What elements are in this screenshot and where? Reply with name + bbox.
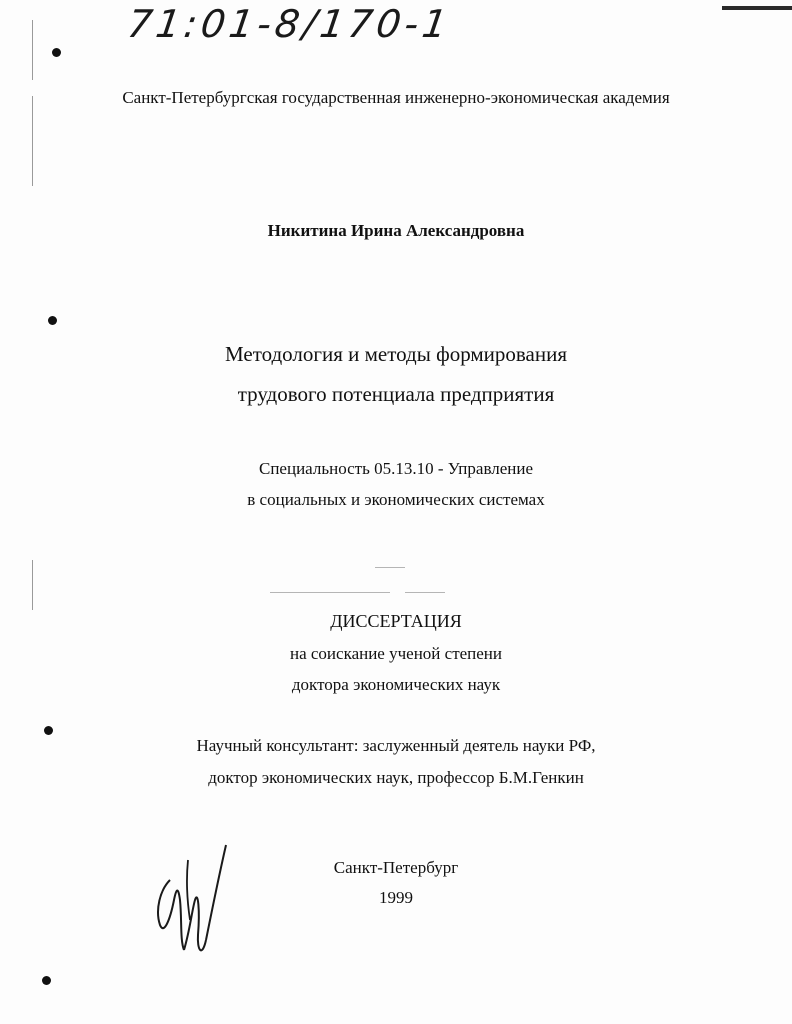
dissertation-title-line-1: Методология и методы формирования [224, 342, 567, 366]
punch-hole-top [52, 48, 61, 57]
scan-margin-line [32, 560, 33, 610]
advisor-line-1: Научный консультант: заслуженный деятель науки РФ, [196, 736, 596, 755]
degree-line-1: на соискание ученой степени [289, 644, 503, 663]
document-type-heading: ДИССЕРТАЦИЯ [330, 611, 462, 631]
degree-line-2: доктора экономических наук [291, 675, 501, 694]
institution-name: Санкт-Петербургская государственная инженерно-экономическая академия [122, 88, 670, 107]
scan-corner-mark [722, 6, 792, 10]
scan-smudge [270, 592, 390, 593]
dissertation-title-line-2: трудового потенциала предприятия [237, 382, 555, 406]
specialty-line-1: Специальность 05.13.10 - Управление [258, 459, 534, 478]
scan-margin-line [32, 96, 33, 186]
scan-smudge [405, 592, 445, 593]
scan-margin-line [32, 20, 33, 80]
publication-year: 1999 [379, 888, 413, 907]
handwritten-catalog-code: 71:01-8/170-1 [124, 2, 454, 46]
scan-smudge [375, 567, 405, 568]
advisor-line-2: доктор экономических наук, профессор Б.М.Генкин [208, 768, 584, 787]
specialty-line-2: в социальных и экономических системах [247, 490, 545, 509]
punch-hole-upper [48, 316, 57, 325]
author-name: Никитина Ирина Александровна [267, 221, 525, 240]
publication-city: Санкт-Петербург [333, 858, 459, 877]
punch-hole-bottom [42, 976, 51, 985]
punch-hole-lower [44, 726, 53, 735]
